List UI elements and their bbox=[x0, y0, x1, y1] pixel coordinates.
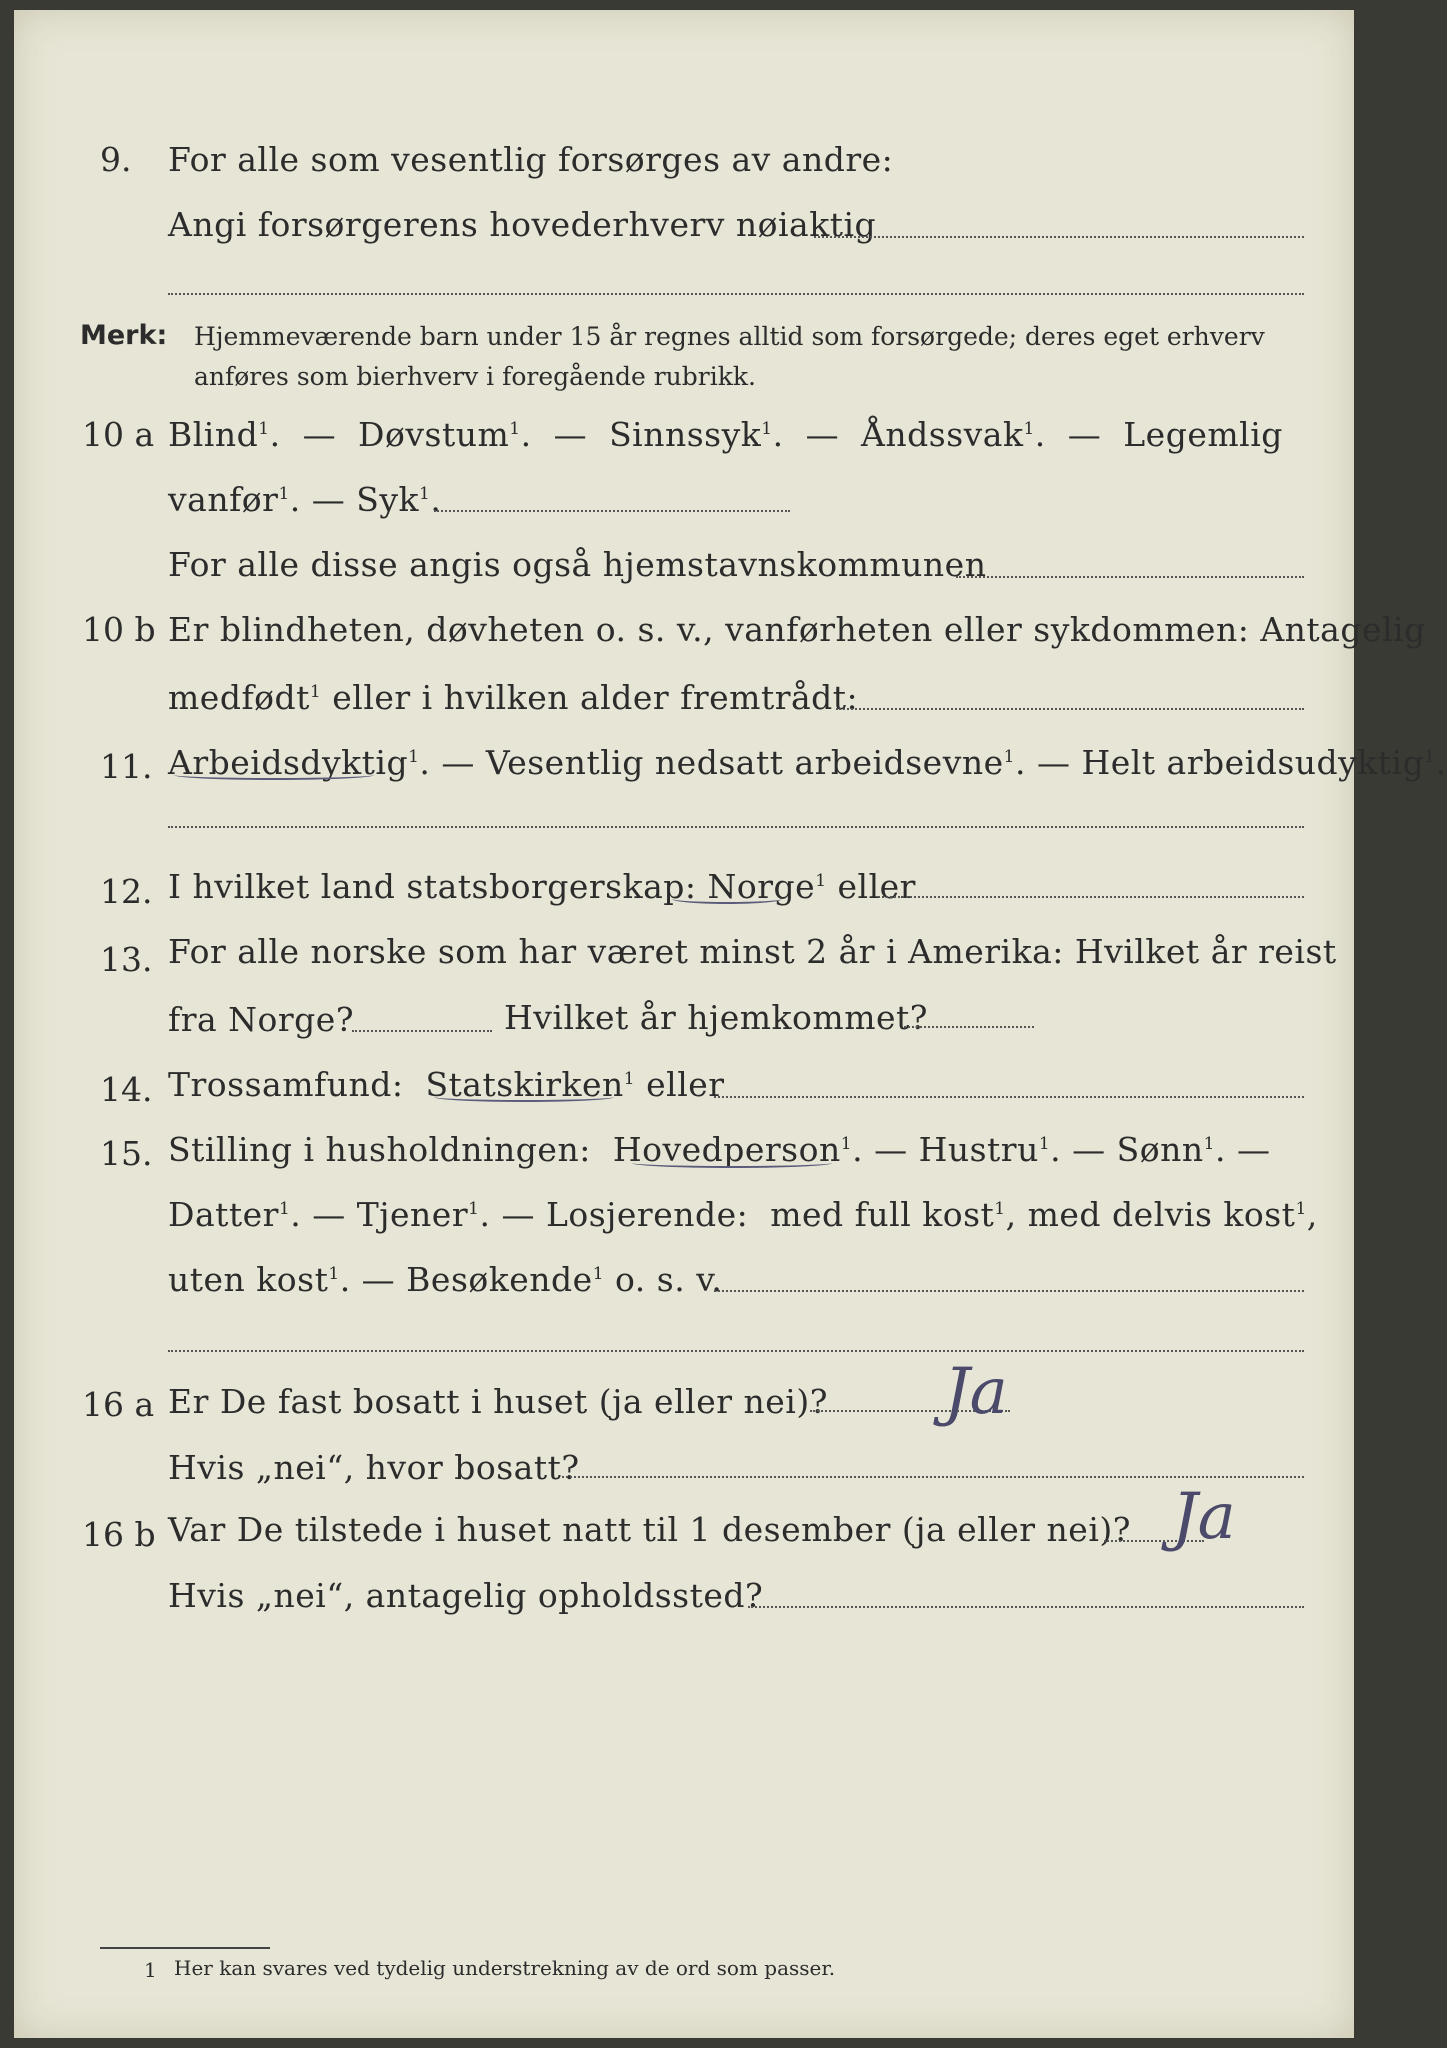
q15-line1: Stilling i husholdningen: Hovedperson$^1$. — Hustru$^1$. — Sønn$^1$. — bbox=[168, 1130, 1271, 1169]
q15-answer-line[interactable] bbox=[714, 1290, 1304, 1292]
q12-answer-line[interactable] bbox=[878, 896, 1304, 898]
q16a-line1: Er De fast bosatt i huset (ja eller nei)? bbox=[168, 1382, 828, 1421]
q9-answer-line[interactable] bbox=[814, 236, 1304, 238]
q15-line3: uten kost$^1$. — Besøkende$^1$ o. s. v. bbox=[168, 1260, 723, 1299]
q12-line1: I hvilket land statsborgerskap: Norge$^1$ eller bbox=[168, 867, 916, 906]
q10a-line1: Blind$^1$. — Døvstum$^1$. — Sinnssyk$^1$. — Åndssvak$^1$. — Legemlig bbox=[168, 415, 1283, 454]
q10a-syk-line[interactable] bbox=[434, 510, 790, 512]
q11-line1: Arbeidsdyktig$^1$. — Vesentlig nedsatt arbeidsevne$^1$. — Helt arbeidsudyktig$^1$. bbox=[168, 743, 1447, 782]
q13-reist-line[interactable] bbox=[352, 1030, 492, 1032]
q14-answer-line[interactable] bbox=[714, 1096, 1304, 1098]
q10b-line1: Er blindheten, døvheten o. s. v., vanførheten eller sykdommen: Antagelig bbox=[168, 610, 1426, 649]
census-form-page bbox=[14, 10, 1447, 2038]
q10b-number: 10 b bbox=[82, 610, 156, 649]
q11-answer-line[interactable] bbox=[168, 826, 1304, 828]
q14-line1: Trossamfund: Statskirken$^1$ eller bbox=[168, 1065, 725, 1104]
q16b-handwritten-answer: Ja bbox=[1172, 1480, 1236, 1554]
footnote-text: Her kan svares ved tydelig understrekning av de ord som passer. bbox=[174, 1956, 836, 1980]
footnote-rule bbox=[100, 1947, 270, 1949]
q10a-line2: vanfør$^1$. — Syk$^1$. bbox=[168, 480, 442, 519]
q16b-line2: Hvis „nei“, antagelig opholdssted? bbox=[168, 1576, 764, 1615]
q13-number: 13. bbox=[100, 940, 153, 979]
q14-handwritten-underline bbox=[434, 1092, 614, 1102]
q12-number: 12. bbox=[100, 872, 153, 911]
q13-line2b: Hvilket år hjemkommet? bbox=[504, 998, 928, 1037]
q15-answer-line-2[interactable] bbox=[168, 1350, 1304, 1352]
merk-label: Merk: bbox=[80, 320, 168, 351]
q13-line1: For alle norske som har været minst 2 år i Amerika: Hvilket år reist bbox=[168, 932, 1337, 971]
q14-number: 14. bbox=[100, 1070, 153, 1109]
q15-line2: Datter$^1$. — Tjener$^1$. — Losjerende: med full kost$^1$, med delvis kost$^1$, bbox=[168, 1195, 1318, 1234]
q12-handwritten-underline bbox=[672, 894, 782, 904]
q16a-line2: Hvis „nei“, hvor bosatt? bbox=[168, 1448, 580, 1487]
merk-line1: Hjemmeværende barn under 15 år regnes alltid som forsørgede; deres eget erhverv bbox=[194, 322, 1265, 351]
q10b-line2: medfødt$^1$ eller i hvilken alder fremtrådt: bbox=[168, 678, 859, 717]
q9-answer-line-2[interactable] bbox=[168, 293, 1304, 295]
q16b-number: 16 b bbox=[82, 1515, 156, 1554]
q16b-line1: Var De tilstede i huset natt til 1 desember (ja eller nei)? bbox=[168, 1510, 1131, 1549]
merk-line2: anføres som bierhverv i foregående rubrikk. bbox=[194, 362, 756, 391]
q9-line1: For alle som vesentlig forsørges av andre: bbox=[168, 140, 894, 179]
q13-line2a: fra Norge? bbox=[168, 1000, 355, 1039]
q16a-handwritten-answer: Ja bbox=[944, 1355, 1008, 1429]
q10a-line3: For alle disse angis også hjemstavnskommunen bbox=[168, 545, 987, 584]
q16b-opholdssted-line[interactable] bbox=[748, 1606, 1304, 1608]
q13-hjemkommet-line[interactable] bbox=[904, 1026, 1034, 1028]
footnote-mark: 1 bbox=[144, 1958, 157, 1982]
q10b-answer-line[interactable] bbox=[836, 708, 1304, 710]
q9-line2: Angi forsørgerens hovederhverv nøiaktig bbox=[168, 205, 877, 244]
q11-handwritten-underline bbox=[174, 770, 374, 780]
q16a-number: 16 a bbox=[82, 1385, 155, 1424]
q15-number: 15. bbox=[100, 1134, 153, 1173]
q15-handwritten-underline bbox=[632, 1158, 832, 1168]
q10a-hjemstavn-line[interactable] bbox=[956, 576, 1304, 578]
q16a-bosatt-line[interactable] bbox=[562, 1476, 1304, 1478]
q11-number: 11. bbox=[100, 747, 153, 786]
q10a-number: 10 a bbox=[82, 415, 155, 454]
q9-number: 9. bbox=[100, 140, 132, 179]
